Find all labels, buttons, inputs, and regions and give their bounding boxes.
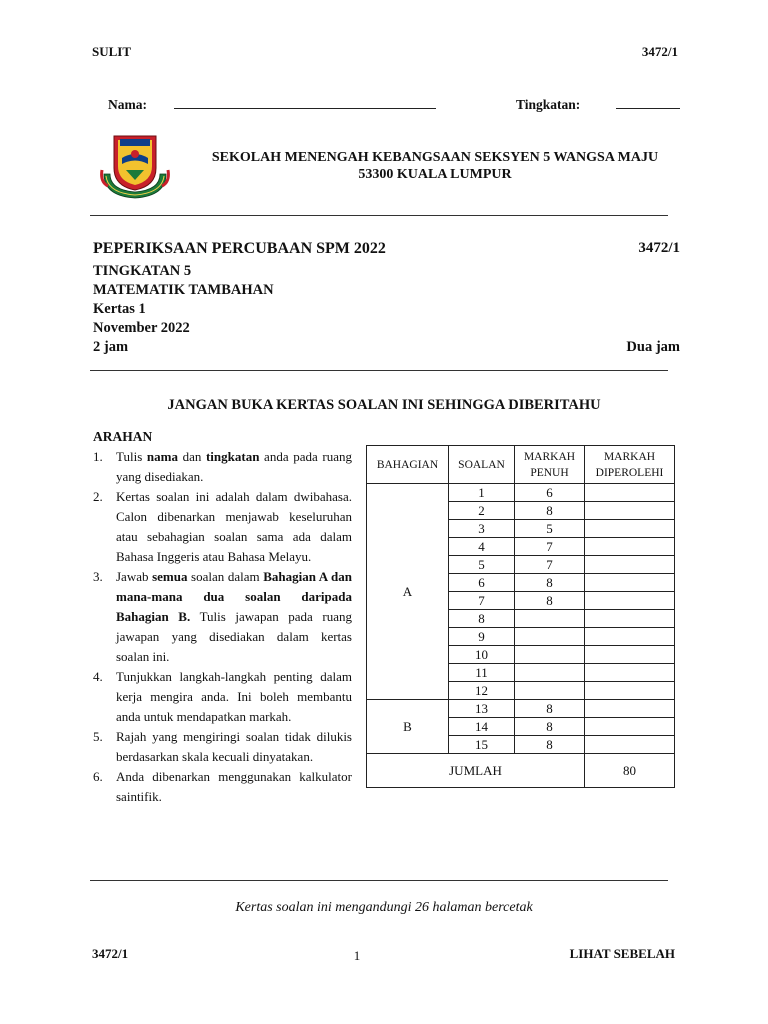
question-number: 15	[449, 736, 515, 754]
turn-over-label: LIHAT SEBELAH	[569, 946, 675, 961]
exam-title: PEPERIKSAAN PERCUBAAN SPM 2022	[93, 240, 386, 257]
marks-obtained-cell[interactable]	[585, 700, 675, 718]
marks-obtained-cell[interactable]	[585, 664, 675, 682]
instruction-item: 2. Kertas soalan ini adalah dalam dwibahasa. Calon dibenarkan menjawab keseluruhan atau sebahagian soalan sama ada dalam Bahasa Inggeris atau Bahasa Melayu.	[93, 489, 352, 564]
paper-code-bottom: 3472/1	[92, 946, 129, 961]
instruction-item: 5. Rajah yang mengiringi soalan tidak dilukis berdasarkan skala kecuali dinyatakan.	[93, 729, 352, 764]
full-marks: 8	[515, 736, 585, 754]
question-number: 9	[449, 628, 515, 646]
page-number: 1	[353, 948, 361, 963]
question-number: 13	[449, 700, 515, 718]
header-section: BAHAGIAN	[367, 446, 449, 484]
full-marks	[515, 646, 585, 664]
question-number: 11	[449, 664, 515, 682]
header-marks-obtained: MARKAH DIPEROLEHI	[585, 446, 675, 484]
exam-details	[93, 262, 274, 357]
name-row	[108, 95, 436, 113]
full-marks	[515, 628, 585, 646]
full-marks: 8	[515, 592, 585, 610]
question-number: 3	[449, 520, 515, 538]
table-row	[367, 484, 675, 502]
total-label: JUMLAH	[367, 754, 585, 788]
instructions	[93, 427, 352, 807]
school-address: 53300 KUALA LUMPUR	[358, 167, 512, 182]
full-marks	[515, 664, 585, 682]
full-marks: 5	[515, 520, 585, 538]
full-marks: 8	[515, 718, 585, 736]
marks-obtained-cell[interactable]	[585, 682, 675, 700]
full-marks: 8	[515, 700, 585, 718]
full-marks: 7	[515, 538, 585, 556]
question-number: 5	[449, 556, 515, 574]
full-marks: 8	[515, 574, 585, 592]
question-number: 1	[449, 484, 515, 502]
marks-obtained-cell[interactable]	[585, 610, 675, 628]
exam-date: November 2022	[93, 320, 190, 336]
marks-obtained-cell[interactable]	[585, 502, 675, 520]
section-a-cell: A	[367, 484, 449, 700]
paper-code-top: 3472/1	[641, 44, 678, 59]
exam-paper: Kertas 1	[93, 301, 146, 317]
form-field[interactable]	[616, 95, 680, 109]
instructions-heading: ARAHAN	[93, 429, 153, 444]
page-count-note: Kertas soalan ini mengandungi 26 halaman bercetak	[235, 900, 533, 915]
marks-obtained-cell[interactable]	[585, 556, 675, 574]
full-marks: 7	[515, 556, 585, 574]
instruction-item: 6. Anda dibenarkan menggunakan kalkulator saintifik.	[93, 769, 352, 804]
question-number: 7	[449, 592, 515, 610]
full-marks	[515, 610, 585, 628]
name-field[interactable]	[174, 95, 436, 109]
question-number: 10	[449, 646, 515, 664]
total-value: 80	[585, 754, 675, 788]
section-b-cell: B	[367, 700, 449, 754]
question-number: 2	[449, 502, 515, 520]
marks-obtained-cell[interactable]	[585, 574, 675, 592]
marks-obtained-cell[interactable]	[585, 538, 675, 556]
instruction-item: 4. Tunjukkan langkah-langkah penting dalam kerja mengira anda. Ini boleh membantu anda untuk mendapatkan markah.	[93, 669, 352, 724]
question-number: 14	[449, 718, 515, 736]
table-row	[367, 700, 675, 718]
do-not-open-warning: JANGAN BUKA KERTAS SOALAN INI SEHINGGA DIBERITAHU	[167, 397, 601, 413]
header-full-marks: MARKAH PENUH	[515, 446, 585, 484]
marks-obtained-cell[interactable]	[585, 646, 675, 664]
question-number: 12	[449, 682, 515, 700]
exam-form: TINGKATAN 5	[93, 263, 192, 279]
school-info	[175, 149, 695, 183]
school-name: SEKOLAH MENENGAH KEBANGSAAN SEKSYEN 5 WANGSA MAJU	[211, 150, 659, 165]
exam-duration: 2 jam	[93, 339, 129, 355]
instruction-item: 1. Tulis nama dan tingkatan anda pada ruang yang disediakan.	[93, 449, 352, 484]
full-marks: 6	[515, 484, 585, 502]
exam-duration-words: Dua jam	[626, 339, 680, 355]
question-number: 4	[449, 538, 515, 556]
marks-obtained-cell[interactable]	[585, 592, 675, 610]
total-row	[367, 754, 675, 788]
exam-subject: MATEMATIK TAMBAHAN	[93, 282, 274, 298]
full-marks: 8	[515, 502, 585, 520]
form-label: Tingkatan:	[516, 97, 581, 112]
exam-code: 3472/1	[638, 240, 680, 256]
header-question: SOALAN	[449, 446, 515, 484]
marks-obtained-cell[interactable]	[585, 718, 675, 736]
marks-obtained-cell[interactable]	[585, 736, 675, 754]
divider-bottom	[90, 880, 668, 881]
marks-table-header	[367, 446, 675, 484]
divider-top	[90, 215, 668, 216]
divider-middle	[90, 370, 668, 371]
full-marks	[515, 682, 585, 700]
instructions-list	[93, 447, 352, 807]
marks-obtained-cell[interactable]	[585, 484, 675, 502]
confidential-label: SULIT	[92, 44, 132, 59]
marks-table	[366, 445, 675, 788]
instruction-item: 3. Jawab semua soalan dalam Bahagian A dan mana-mana dua soalan daripada Bahagian B. Tulis jawapan pada ruang jawapan yang disediakan dalam kertas soalan ini.	[93, 569, 352, 664]
question-number: 6	[449, 574, 515, 592]
marks-obtained-cell[interactable]	[585, 520, 675, 538]
school-crest-icon	[100, 130, 170, 200]
question-number: 8	[449, 610, 515, 628]
marks-obtained-cell[interactable]	[585, 628, 675, 646]
name-label: Nama:	[108, 97, 147, 112]
form-row	[516, 95, 680, 113]
